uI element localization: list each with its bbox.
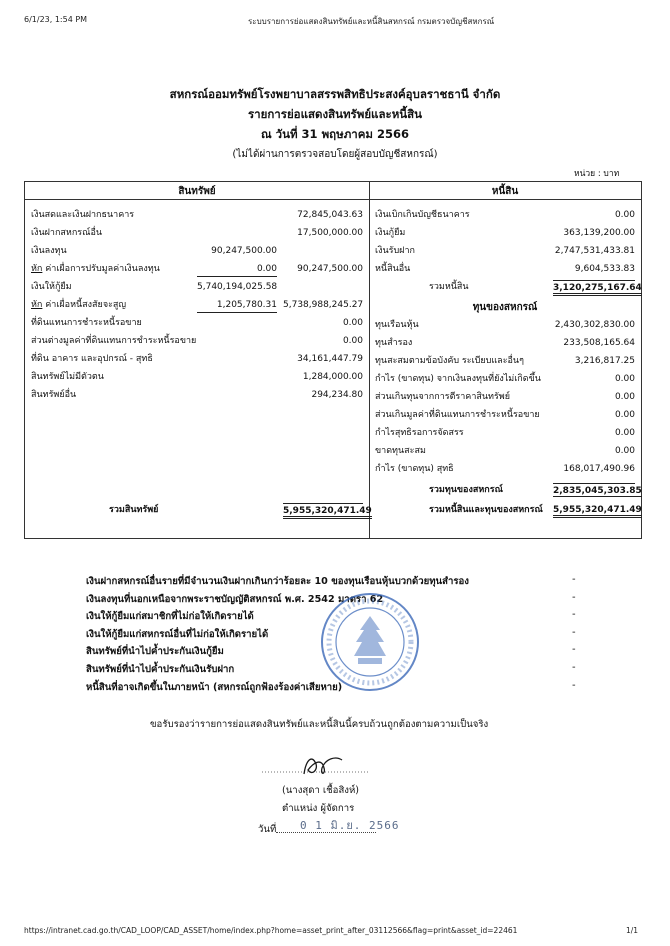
asset-row-text: ค่าเผื่อหนี้สงสัยจะสูญ bbox=[42, 300, 127, 310]
equity-row bbox=[375, 390, 635, 404]
equity-row-label: ส่วนเกินทุนจากการตีราคาสินทรัพย์ bbox=[375, 392, 510, 402]
disclosure-text: สินทรัพย์ที่นำไปค้ำประกันเงินกู้ยืม bbox=[86, 646, 224, 658]
equity-row-value: 0.00 bbox=[614, 374, 635, 384]
asset-row-value: 72,845,043.63 bbox=[297, 210, 363, 220]
unit-label: หน่วย : บาท bbox=[574, 169, 620, 179]
equity-row bbox=[375, 336, 635, 350]
equity-row bbox=[375, 426, 635, 440]
asset-row-label bbox=[31, 370, 104, 384]
asset-row bbox=[31, 352, 363, 366]
asset-row-text: สินทรัพย์อื่น bbox=[31, 390, 77, 400]
asset-row bbox=[31, 226, 363, 240]
total-liabilities-row bbox=[369, 280, 642, 294]
liability-row-label: หนี้สินอื่น bbox=[375, 264, 411, 274]
equity-row-value: 0.00 bbox=[614, 392, 635, 402]
liability-row bbox=[375, 244, 635, 258]
equity-row-value: 0.00 bbox=[614, 446, 635, 456]
grand-total-label: รวมหนี้สินและทุนของสหกรณ์ bbox=[429, 505, 543, 515]
equity-row-value: 0.00 bbox=[614, 410, 635, 420]
total-equity-label: รวมทุนของสหกรณ์ bbox=[429, 485, 503, 495]
equity-row bbox=[375, 408, 635, 422]
total-equity-value: 2,835,045,303.85 bbox=[553, 483, 635, 498]
disclosure-text: เงินลงทุนที่นอกเหนือจากพระราชบัญญัติสหกรณ์ พ.ศ. 2542 มาตรา 62 bbox=[86, 593, 384, 605]
total-liabilities-label: รวมหนี้สิน bbox=[429, 282, 469, 292]
disclosure-value: - bbox=[572, 574, 576, 585]
equity-row-label: ทุนสำรอง bbox=[375, 338, 413, 348]
equity-row-label: กำไร (ขาดทุน) จากเงินลงทุนที่ยังไม่เกิดขึ้น bbox=[375, 374, 541, 384]
asset-row bbox=[31, 208, 363, 222]
disclosure-value: - bbox=[572, 626, 576, 638]
liability-row-label: เงินกู้ยืม bbox=[375, 228, 406, 238]
equity-row-label: ทุนสะสมตามข้อบังคับ ระเบียบและอื่นๆ bbox=[375, 356, 524, 366]
asset-row bbox=[31, 280, 363, 294]
asset-row-label bbox=[31, 388, 76, 402]
equity-row-value: 2,430,302,830.00 bbox=[554, 320, 635, 330]
sign-date-stamp: 0 1 มิ.ย. 2566 bbox=[300, 819, 400, 832]
asset-row-text: เงินสดและเงินฝากธนาคาร bbox=[31, 210, 135, 220]
signature-icon bbox=[262, 746, 372, 782]
disclosure-value: - bbox=[572, 679, 576, 691]
asset-row-value: 294,234.80 bbox=[311, 390, 363, 400]
asset-row-label bbox=[31, 316, 142, 330]
asset-row bbox=[31, 370, 363, 384]
asset-row-text: ที่ดินแทนการชำระหนี้รอขาย bbox=[31, 318, 142, 328]
total-liabilities-value: 3,120,275,167.64 bbox=[553, 280, 635, 295]
liability-row-label: เงินเบิกเกินบัญชีธนาคาร bbox=[375, 210, 470, 220]
equity-row-value: 3,216,817.25 bbox=[574, 356, 635, 366]
total-assets-row bbox=[83, 503, 372, 517]
asset-row-value: 1,284,000.00 bbox=[302, 372, 363, 382]
total-assets-value: 5,955,320,471.49 bbox=[283, 503, 363, 518]
sign-date-label: วันที่ bbox=[258, 824, 277, 835]
asset-row bbox=[31, 316, 363, 330]
equity-row-value: 233,508,165.64 bbox=[563, 338, 635, 348]
asset-row-text: เงินฝากสหกรณ์อื่น bbox=[31, 228, 103, 238]
cooperative-name: สหกรณ์ออมทรัพย์โรงพยาบาลสรรพสิทธิประสงค์อุบลราชธานี จำกัด bbox=[169, 87, 501, 101]
equity-row bbox=[375, 372, 635, 386]
asset-row bbox=[31, 262, 363, 276]
disclosure-text: หนี้สินที่อาจเกิดขึ้นในภายหน้า (สหกรณ์ถูกฟ้องร้องค่าเสียหาย) bbox=[86, 681, 343, 693]
asset-row-value: 34,161,447.79 bbox=[297, 354, 363, 364]
header-rule bbox=[25, 199, 641, 200]
equity-row bbox=[375, 318, 635, 332]
liability-row bbox=[375, 262, 635, 276]
asset-row-label bbox=[31, 298, 126, 312]
asset-row-value: 0.00 bbox=[342, 318, 363, 328]
asset-row-label bbox=[31, 226, 102, 240]
asset-row-subvalue: 5,740,194,025.58 bbox=[197, 282, 278, 292]
print-url: https://intranet.cad.go.th/CAD_LOOP/CAD_ASSET/home/index.php?home=asset_print_after_03112566&flag=print&asset_id=22461 bbox=[24, 926, 518, 935]
equity-row-label: กำไรสุทธิรอการจัดสรร bbox=[375, 428, 464, 438]
asset-row-text: ที่ดิน อาคาร และอุปกรณ์ - สุทธิ bbox=[31, 354, 153, 364]
asset-row-value: 0.00 bbox=[342, 336, 363, 346]
liabilities-header: หนี้สิน bbox=[491, 186, 519, 197]
disclosure-text: เงินให้กู้ยืมแก่สหกรณ์อื่นที่ไม่ก่อให้เกิดรายได้ bbox=[86, 628, 269, 640]
asset-row-deduct-prefix: หัก bbox=[31, 300, 43, 310]
liability-row bbox=[375, 208, 635, 222]
asset-row-subvalue: 90,247,500.00 bbox=[211, 246, 277, 256]
equity-row bbox=[375, 444, 635, 458]
grand-total-value: 5,955,320,471.49 bbox=[553, 503, 635, 517]
asset-row-label bbox=[31, 262, 160, 276]
report-date: ณ วันที่ 31 พฤษภาคม 2566 bbox=[260, 127, 410, 141]
disclosure-value: - bbox=[572, 609, 576, 621]
asset-row-value: 90,247,500.00 bbox=[297, 264, 363, 274]
signer-position: ตำแหน่ง ผู้จัดการ bbox=[282, 803, 355, 814]
print-page-count: 1/1 bbox=[626, 926, 639, 935]
equity-row-value: 168,017,490.96 bbox=[563, 464, 635, 474]
asset-row bbox=[31, 298, 363, 312]
disclosure-text: เงินฝากสหกรณ์อื่นรายที่มีจำนวนเงินฝากเกินกว่าร้อยละ 10 ของทุนเรือนหุ้นบวกด้วยทุนสำรอง bbox=[86, 576, 469, 587]
disclosure-value: - bbox=[572, 591, 576, 603]
equity-row-value: 0.00 bbox=[614, 428, 635, 438]
report-title: รายการย่อแสดงสินทรัพย์และหนี้สิน bbox=[247, 107, 423, 121]
total-equity-row bbox=[369, 483, 642, 497]
liability-row-value: 2,747,531,433.81 bbox=[554, 246, 635, 256]
asset-row-text: ส่วนต่างมูลค่าที่ดินแทนการชำระหนี้รอขาย bbox=[31, 336, 197, 346]
asset-row bbox=[31, 244, 363, 258]
liability-row bbox=[375, 226, 635, 240]
equity-row-label: ส่วนเกินมูลค่าที่ดินแทนการชำระหนี้รอขาย bbox=[375, 410, 540, 420]
cooperative-seal-icon bbox=[318, 590, 422, 694]
asset-row-text: เงินลงทุน bbox=[31, 246, 67, 256]
asset-row-subvalue: 1,205,780.31 bbox=[197, 298, 277, 313]
asset-row bbox=[31, 334, 363, 348]
asset-row bbox=[31, 388, 363, 402]
print-page-title: ระบบรายการย่อแสดงสินทรัพย์และหนี้สินสหกรณ์ กรมตรวจบัญชีสหกรณ์ bbox=[248, 17, 495, 26]
assets-header: สินทรัพย์ bbox=[178, 186, 216, 197]
disclosure-value: - bbox=[572, 644, 576, 656]
certification-statement: ขอรับรองว่ารายการย่อแสดงสินทรัพย์และหนี้สินนี้ครบถ้วนถูกต้องตามความเป็นจริง bbox=[150, 719, 489, 730]
asset-row-text: เงินให้กู้ยืม bbox=[31, 282, 72, 292]
disclosure-text: สินทรัพย์ที่นำไปค้ำประกันเงินรับฝาก bbox=[86, 664, 235, 675]
asset-row-subvalue: 0.00 bbox=[197, 262, 277, 277]
equity-row-label: กำไร (ขาดทุน) สุทธิ bbox=[375, 464, 454, 474]
equity-row-label: ขาดทุนสะสม bbox=[375, 446, 426, 456]
asset-row-label bbox=[31, 280, 72, 294]
asset-row-label bbox=[31, 352, 153, 366]
disclosure-value: - bbox=[572, 662, 576, 673]
liability-row-value: 0.00 bbox=[614, 210, 635, 220]
equity-header: ทุนของสหกรณ์ bbox=[472, 302, 538, 313]
equity-row bbox=[375, 462, 635, 476]
disclosure-text: เงินให้กู้ยืมแก่สมาชิกที่ไม่ก่อให้เกิดรายได้ bbox=[86, 611, 254, 623]
asset-row-text: สินทรัพย์ไม่มีตัวตน bbox=[31, 372, 104, 382]
asset-row-value: 5,738,988,245.27 bbox=[283, 300, 364, 310]
asset-row-text: ค่าเผื่อการปรับมูลค่าเงินลงทุน bbox=[42, 264, 160, 274]
liability-row-value: 9,604,533.83 bbox=[574, 264, 635, 274]
asset-row-deduct-prefix: หัก bbox=[31, 264, 43, 274]
equity-row bbox=[375, 354, 635, 368]
signer-name: (นางสุดา เชื้อสิงห์) bbox=[282, 785, 360, 796]
grand-total-row bbox=[369, 503, 642, 517]
audit-note: (ไม่ได้ผ่านการตรวจสอบโดยผู้สอบบัญชีสหกรณ์) bbox=[232, 149, 438, 160]
asset-row-label bbox=[31, 334, 196, 348]
total-assets-label: รวมสินทรัพย์ bbox=[109, 505, 159, 515]
liability-row-value: 363,139,200.00 bbox=[563, 228, 635, 238]
balance-sheet-table bbox=[24, 181, 642, 539]
print-datetime: 6/1/23, 1:54 PM bbox=[24, 15, 88, 24]
equity-row-label: ทุนเรือนหุ้น bbox=[375, 320, 419, 330]
liability-row-label: เงินรับฝาก bbox=[375, 246, 415, 256]
asset-row-value: 17,500,000.00 bbox=[297, 228, 363, 238]
asset-row-label bbox=[31, 244, 67, 258]
asset-row-label bbox=[31, 208, 134, 222]
